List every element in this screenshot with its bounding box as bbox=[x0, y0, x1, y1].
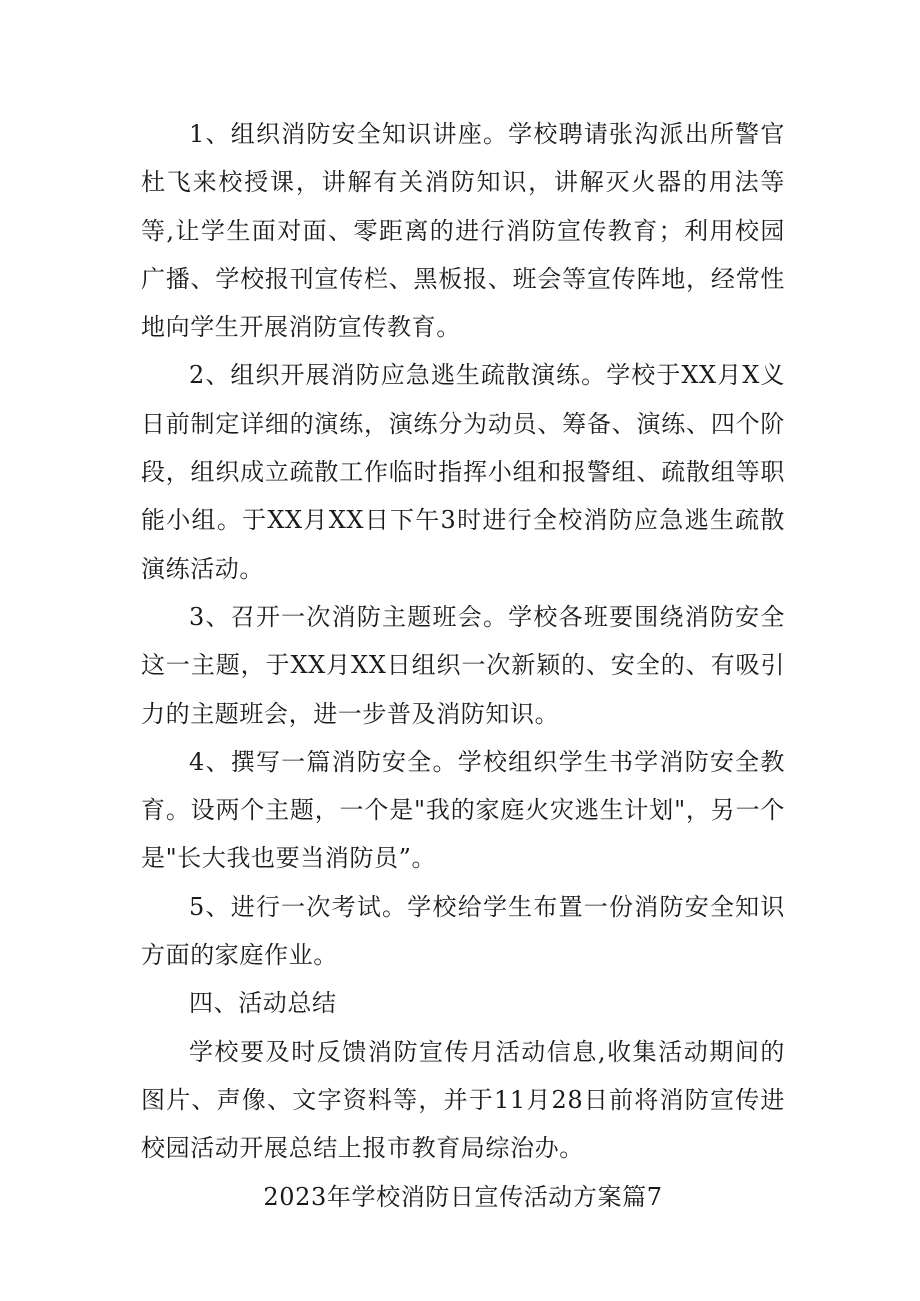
document-body bbox=[141, 110, 785, 1221]
paragraph-exam: 5、进行一次考试。学校给学生布置一份消防安全知识方面的家庭作业。 bbox=[141, 892, 785, 970]
next-section-title: 2023年学校消防日宣传活动方案篇7 bbox=[263, 1182, 663, 1211]
paragraph-class-meeting: 3、召开一次消防主题班会。学校各班要围绕消防安全这一主题，于XX月XX日组织一次新颖的、安全的、有吸引力的主题班会，进一步普及消防知识。 bbox=[141, 602, 785, 728]
paragraph-essay: 4、撰写一篇消防安全。学校组织学生书学消防安全教育。设两个主题，一个是"我的家庭火灾逃生计划"，另一个是"长大我也要当消防员”。 bbox=[141, 747, 785, 873]
paragraph-lecture: 1、组织消防安全知识讲座。学校聘请张沟派出所警官杜飞来校授课，讲解有关消防知识，讲解灭火器的用法等等,让学生面对面、零距离的进行消防宣传教育；利用校园广播、学校报刊宣传栏、黑板报、班会等宣传阵地，经常性地向学生开展消防宣传教育。 bbox=[141, 120, 785, 342]
paragraph-evacuation-drill: 2、组织开展消防应急逃生疏散演练。学校于XX月X义日前制定详细的演练，演练分为动员、筹备、演练、四个阶段，组织成立疏散工作临时指挥小组和报警组、疏散组等职能小组。于XX月XX日下午3时进行全校消防应急逃生疏散演练活动。 bbox=[141, 361, 785, 583]
section-heading-summary: 四、活动总结 bbox=[189, 989, 337, 1018]
paragraph-summary: 学校要及时反馈消防宣传月活动信息,收集活动期间的图片、声像、文字资料等，并于11月28日前将消防宣传进校园活动开展总结上报市教育局综治办。 bbox=[141, 1037, 785, 1163]
